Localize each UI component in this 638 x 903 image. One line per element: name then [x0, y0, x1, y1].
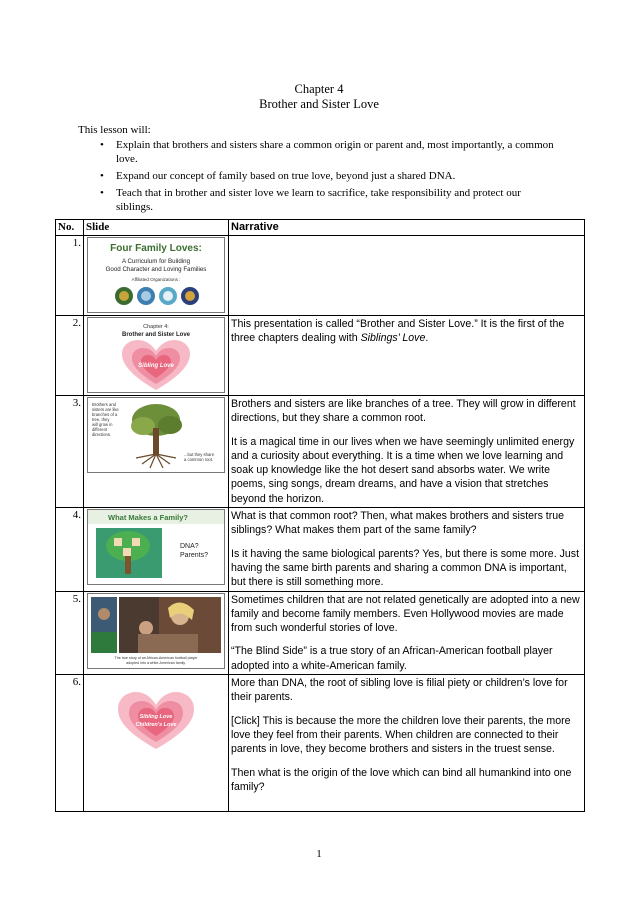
- header-no: No.: [56, 220, 84, 236]
- row-number: 1.: [56, 236, 84, 316]
- narrative-cell: [229, 236, 585, 316]
- slide1-subtitle-2: Good Character and Loving Families: [105, 266, 207, 273]
- table-row: [56, 591, 585, 674]
- lesson-table: [55, 219, 585, 812]
- slide-thumbnail: [87, 397, 225, 473]
- slide-thumbnail: [88, 676, 224, 750]
- lesson-objectives: [100, 138, 560, 217]
- lesson-intro: This lesson will:: [78, 124, 151, 136]
- slide-cell: [84, 508, 229, 591]
- svg-text:different: different: [92, 427, 108, 432]
- bullet-icon: •: [100, 170, 104, 182]
- header-narrative: Narrative: [229, 220, 585, 236]
- svg-text:sisters are like: sisters are like: [92, 407, 119, 412]
- svg-text:branches of a: branches of a: [92, 412, 118, 417]
- bullet-icon: •: [100, 187, 104, 199]
- svg-text:Brothers and: Brothers and: [92, 402, 116, 407]
- slide4-title: What Makes a Family?: [107, 513, 189, 523]
- objective-item: • Teach that in brother and sister love we learn to sacrifice, take responsibility and protect our siblings.: [100, 187, 521, 213]
- bullet-icon: •: [100, 139, 104, 151]
- svg-text:tree, they: tree, they: [92, 417, 110, 422]
- slide1-affiliations: Affiliated Organizations :: [131, 277, 181, 282]
- slide-cell: [84, 396, 229, 508]
- narrative-cell: This presentation is called “Brother and Sister Love.” It is the first of the three chapters dealing with Siblings’ Love.: [229, 316, 585, 396]
- narrative-cell: Sometimes children that are not related genetically are adopted into a new family and become family members. Even Hollywood movies are made from such wonderful stories of love. “The Blind Side” is a true story of an African-American football player adopted into a white-American family.: [229, 591, 585, 674]
- slide1-title: Four Family Loves:: [110, 243, 202, 254]
- svg-text:...but they share: ...but they share: [184, 452, 215, 457]
- row-number: 4.: [56, 508, 84, 591]
- slide5-caption-2: adopted into a white-American family.: [126, 660, 186, 665]
- slide-thumbnail: [87, 317, 225, 393]
- slide-thumbnail: [87, 509, 225, 585]
- slide2-chapter: Chapter 4:: [143, 324, 169, 330]
- table-row: [56, 396, 585, 508]
- tree-icon: [131, 404, 182, 468]
- objective-item: • Explain that brothers and sisters share a common origin or parent and, most importantly, a common love.: [100, 139, 554, 165]
- slide-thumbnail: [87, 237, 225, 313]
- narrative-cell: More than DNA, the root of sibling love is filial piety or children’s love for their parents. [Click] This is because the more the children love their parents, the more love they feel from their parents. When children are connected to their parents in love, they become brothers and sisters in the truest sense. Then what is the origin of the love which can bind all humankind into one family?: [229, 675, 585, 812]
- table-row: [56, 675, 585, 812]
- row-number: 2.: [56, 316, 84, 396]
- heart-label: Sibling Love: [138, 363, 174, 369]
- row-number: 3.: [56, 396, 84, 508]
- slide1-subtitle-1: A Curriculum for Building: [121, 258, 191, 265]
- table-header-row: [56, 220, 585, 236]
- header-slide: Slide: [84, 220, 229, 236]
- svg-text:directions.: directions.: [92, 432, 112, 437]
- slide5-caption-1: The true story of an African-American football player: [114, 655, 198, 660]
- svg-text:a common root.: a common root.: [184, 457, 214, 462]
- slide4-q1: DNA?: [180, 543, 199, 551]
- chapter-title: Brother and Sister Love: [259, 97, 379, 111]
- heart-label-2: Children's Love: [135, 722, 177, 729]
- slide-cell: [84, 675, 229, 812]
- slide-cell: [84, 591, 229, 674]
- slide4-q2: Parents?: [180, 552, 209, 560]
- table-row: [56, 508, 585, 591]
- slide-cell: [84, 316, 229, 396]
- page-number: 1: [316, 848, 322, 860]
- svg-text:will grow in: will grow in: [92, 422, 113, 427]
- slide-cell: [84, 236, 229, 316]
- objective-item: • Expand our concept of family based on true love, beyond just a shared DNA.: [100, 170, 456, 182]
- row-number: 5.: [56, 591, 84, 674]
- slide-thumbnail: [87, 593, 225, 669]
- narrative-cell: Brothers and sisters are like branches of a tree. They will grow in different directions, but they share a common root. It is a magical time in our lives when we have seemingly unlimited energy and a curiosity about everything. It is a time when we love learning and soak up knowledge like the hot desert sand absorbs water. We write poems, sing songs, dream dreams, and have a vision that stretches beyond the horizon.: [229, 396, 585, 508]
- slide2-title: Brother and Sister Love: [121, 332, 191, 338]
- heart-label-1: Sibling Love: [139, 714, 173, 721]
- table-row: [56, 236, 585, 316]
- narrative-cell: What is that common root? Then, what makes brothers and sisters true siblings? What makes them part of the same family? Is it having the same biological parents? Yes, but there is some more. Just having the same birth parents and sharing a common DNA is important, but there is still something more.: [229, 508, 585, 591]
- table-row: [56, 316, 585, 396]
- chapter-number: Chapter 4: [294, 82, 344, 96]
- row-number: 6.: [56, 675, 84, 812]
